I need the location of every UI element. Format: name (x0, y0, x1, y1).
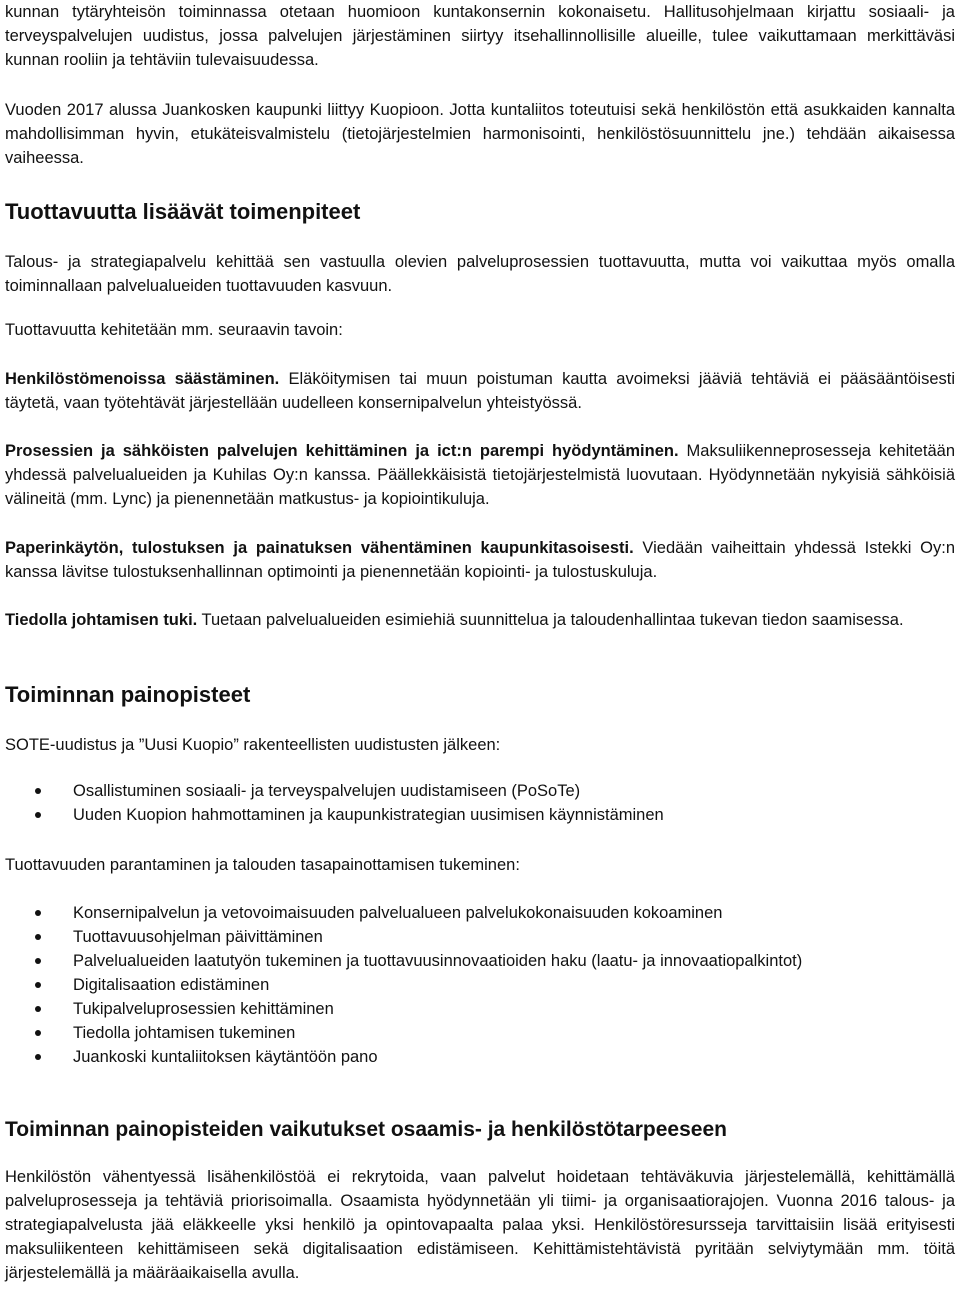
productivity-item (5, 367, 955, 415)
list-item: Digitalisaation edistäminen (5, 973, 955, 997)
item-title: Prosessien ja sähköisten palvelujen kehittäminen ja ict:n parempi hyödyntäminen. (5, 442, 679, 460)
item-text: Tuetaan palvelualueiden esimiehiä suunnittelua ja taloudenhallintaa tukevan tiedon saamisessa. (197, 611, 904, 629)
productivity-intro-text: Talous- ja strategiapalvelu kehittää sen vastuulla olevien palveluprosessien tuottavuutta, mutta voi vaikuttaa myös omalla toiminnallaan palvelualueiden tuottavuuden kasvuun. (5, 253, 955, 295)
item-title: Paperinkäytön, tulostuksen ja painatuksen vähentäminen kaupunkitasoisesti. (5, 539, 634, 557)
section-heading: Toiminnan painopisteet (5, 682, 251, 707)
productivity-intro-paragraph (5, 250, 955, 298)
item-title: Henkilöstömenoissa säästäminen. (5, 370, 280, 388)
list-item: Uuden Kuopion hahmottaminen ja kaupunkistrategian uusimisen käynnistäminen (5, 803, 955, 827)
list-item: Osallistuminen sosiaali- ja terveyspalvelujen uudistamiseen (PoSoTe) (5, 779, 955, 803)
productivity-item (5, 439, 955, 511)
bullet-icon (35, 788, 41, 794)
juankoski-paragraph (5, 98, 955, 170)
focus-lead-2 (5, 853, 955, 877)
impact-section (5, 1116, 955, 1144)
list-item: Juankoski kuntaliitoksen käytäntöön pano (5, 1045, 955, 1069)
list-item: Tukipalveluprosessien kehittäminen (5, 997, 955, 1021)
list-item: Konsernipalvelun ja vetovoimaisuuden palvelualueen palvelukokonaisuuden kokoaminen (5, 901, 955, 925)
bullet-icon (35, 934, 41, 940)
bullet-icon (35, 812, 41, 818)
item-text: Viedään vaiheittain yhdessä Istekki Oy:n kanssa lävitse tulostuksenhallinnan optimointi ja pienennetään kopiointi- ja tulostuskuluja. (5, 539, 955, 581)
list-item: Palvelualueiden laatutyön tukeminen ja tuottavuusinnovaatioiden haku (laatu- ja innovaatiopalkintot) (5, 949, 955, 973)
intro-text: kunnan tytäryhteisön toiminnassa otetaan huomioon kuntakonsernin kokonaisetu. Hallitusohjelmaan kirjattu sosiaali- ja terveyspalvelujen uudistus, jossa palvelujen järjestäminen siirtyy itsehallinnollisille alueille, tulee vaikuttamaan merkittäväsi kunnan rooliin ja tehtäviin tulevaisuudessa. (5, 3, 955, 69)
focus-list-2 (5, 901, 955, 1069)
list-item: Tiedolla johtamisen tukeminen (5, 1021, 955, 1045)
bullet-icon (35, 910, 41, 916)
impact-text: Henkilöstön vähentyessä lisähenkilöstöä ei rekrytoida, vaan palvelut hoidetaan tehtäväkuvia järjestelemällä, kehittämällä palveluprosesseja ja tehtäviä priorisoimalla. Osaamista hyödynnetään yli tiimi- ja organisaatiorajojen. Vuonna 2016 talous- ja strategiapalvelusta jää eläkkeelle yksi henkilö ja opintovapaalta palaa yksi. Henkilöstöresursseja tarvittaisiin lisää erityisesti maksuliikenteen kehittämiseen sekä digitalisaation edistämiseen. Kehittämistehtävistä pyritään selviytymään mm. töitä järjestelemällä ja määräaikaisella avulla. (5, 1168, 955, 1282)
focus-lead-text: SOTE-uudistus ja ”Uusi Kuopio” rakenteellisten uudistusten jälkeen: (5, 736, 501, 754)
impact-paragraph (5, 1165, 955, 1285)
list-item: Tuottavuusohjelman päivittäminen (5, 925, 955, 949)
bullet-icon (35, 982, 41, 988)
item-title: Tiedolla johtamisen tuki. (5, 611, 198, 629)
bullet-icon (35, 1030, 41, 1036)
bullet-icon (35, 1054, 41, 1060)
productivity-lead (5, 318, 955, 342)
item-text: Eläköitymisen tai muun poistuman kautta avoimeksi jääviä tehtäviä ei pääsääntöisesti täytetä, vaan työtehtävät järjestellään uudelleen konsernipalvelun yhteistyössä. (5, 370, 955, 412)
productivity-item (5, 608, 955, 632)
productivity-lead-text: Tuottavuutta kehitetään mm. seuraavin tavoin: (5, 321, 343, 339)
intro-paragraph (5, 0, 955, 72)
productivity-item (5, 536, 955, 584)
juankoski-text: Vuoden 2017 alussa Juankosken kaupunki liittyy Kuopioon. Jotta kuntaliitos toteutuisi sekä henkilöstön että asukkaiden kannalta mahdollisimman hyvin, etukäteisvalmistelu (tietojärjestelmien harmonisointi, henkilöstösuunnittelu jne.) tehdään aikaisessa vaiheessa. (5, 101, 955, 167)
bullet-icon (35, 958, 41, 964)
item-text: Maksuliikenneprosesseja kehitetään yhdessä palvelualueiden ja Kuhilas Oy:n kanssa. Päällekkäisistä tietojärjestelmistä luovutaan. Hyödynnetään nykyisiä sähköisiä välineitä (mm. Lync) ja pienennetään matkustus- ja kopiointikuluja. (5, 442, 955, 508)
focus-lead-1 (5, 733, 955, 757)
focus-list-1 (5, 779, 955, 827)
productivity-section (5, 198, 955, 226)
section-heading: Toiminnan painopisteiden vaikutukset osaamis- ja henkilöstötarpeeseen (5, 1118, 727, 1141)
focus-lead-text: Tuottavuuden parantaminen ja talouden tasapainottamisen tukeminen: (5, 856, 520, 874)
focus-section (5, 681, 955, 709)
bullet-icon (35, 1006, 41, 1012)
section-heading: Tuottavuutta lisäävät toimenpiteet (5, 199, 361, 224)
